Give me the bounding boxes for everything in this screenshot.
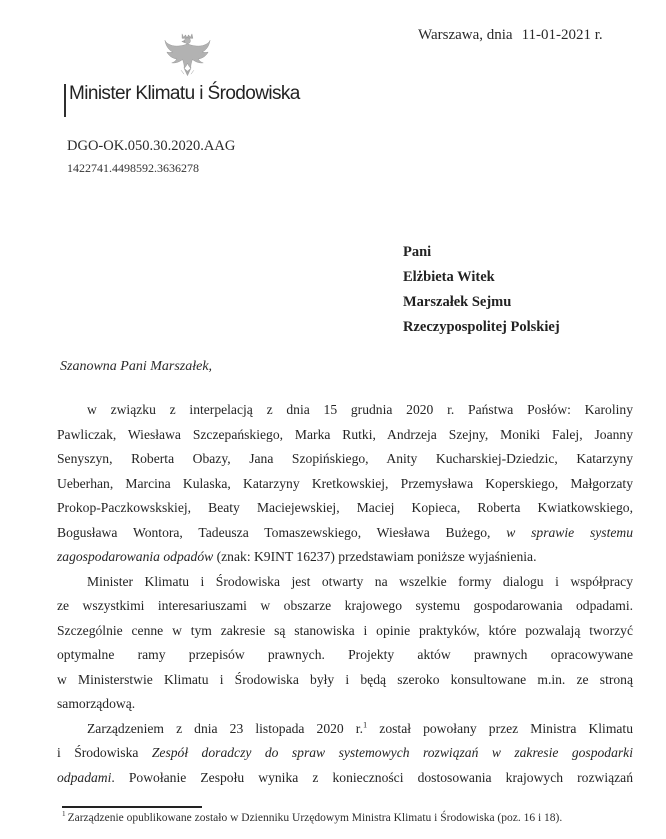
date-city-label: Warszawa, dnia [418,27,513,43]
footnote [62,812,562,824]
body-line: Zarządzeniem z dnia 23 listopada 2020 r.$^1$ został powołany przez Ministra Klimatu [87,718,633,736]
footnote-text: Zarządzenie opublikowane zostało w Dzienniku Urzędowym Ministra Klimatu i Środowiska (poz. 16 i 18). [67,812,563,824]
body-line: Pawliczak, Wiesława Szczepańskiego, Marka Rutki, Andrzeja Szejny, Moniki Falej, Joanny [57,426,633,442]
body-line: optymalne ramy przepisów prawnych. Projekty aktów prawnych opracowywane [57,647,633,662]
body-line: Bogusława Wontora, Tadeusza Tomaszewskiego, Wiesława Bużego, w sprawie systemu [57,524,633,540]
body-line: Minister Klimatu i Środowiska jest otwarty na wszelkie formy dialogu i współpracy [87,573,633,589]
date-line [418,27,603,44]
body-line: i Środowiska Zespół doradczy do spraw systemowych rozwiązań w zakresie gospodarki [57,745,633,760]
paragraph [57,717,633,791]
text-cursor [64,84,66,117]
recipient-line: Rzeczypospolitej Polskiej [403,319,560,335]
body-line: Szczególnie cenne w tym zakresie są stanowiska i opinie praktyków, które pozwalają tworzyć [57,622,633,638]
minister-title: Minister Klimatu i Środowiska [69,83,300,104]
body-line: w związku z interpelacją z dnia 15 grudnia 2020 r. Państwa Posłów: Karoliny [87,402,633,417]
recipient-line: Pani [403,244,432,260]
body-line: ze wszystkimi interesariuszami w obszarze krajowego systemu gospodarowania odpadami. [57,598,633,613]
body-line: zagospodarowania odpadów (znak: K9INT 16237) przedstawiam poniższe wyjaśnienia. [57,549,537,564]
body-line: Prokop-Paczkowskskiej, Beaty Maciejewskiej, Maciej Kopieca, Roberta Kwiatkowskiego, [57,500,633,515]
body-line: w Ministerstwie Klimatu i Środowiska były i będą szeroko konsultowane m.in. ze stroną [57,671,633,687]
polish-eagle-emblem-icon [162,29,212,83]
recipient-line: Elżbieta Witek [403,269,495,285]
recipient-block [403,240,560,340]
body-line: Senyszyn, Roberta Obazy, Jana Szopińskiego, Anity Kucharskiej-Dziedzic, Katarzyny [57,451,633,466]
case-number: DGO-OK.050.30.2020.AAG [67,138,236,154]
paragraph [57,570,633,717]
salutation: Szanowna Pani Marszałek, [60,359,213,374]
body-line: samorządową. [57,696,136,711]
paragraph [57,398,633,570]
footnote-marker: 1 [62,810,66,819]
body-line: odpadami. Powołanie Zespołu wynika z konieczności dostosowania krajowych rozwiązań [57,769,633,785]
date-value: 11-01-2021 r. [521,27,603,43]
body-line: Ueberhan, Marcina Kulaska, Katarzyny Kretkowskiej, Przemysława Koperskiego, Małgorzaty [57,475,633,491]
body-paragraphs [57,398,633,790]
recipient-line: Marszałek Sejmu [403,294,512,310]
footnote-separator [62,806,202,808]
document-id: 1422741.4498592.3636278 [67,161,199,175]
